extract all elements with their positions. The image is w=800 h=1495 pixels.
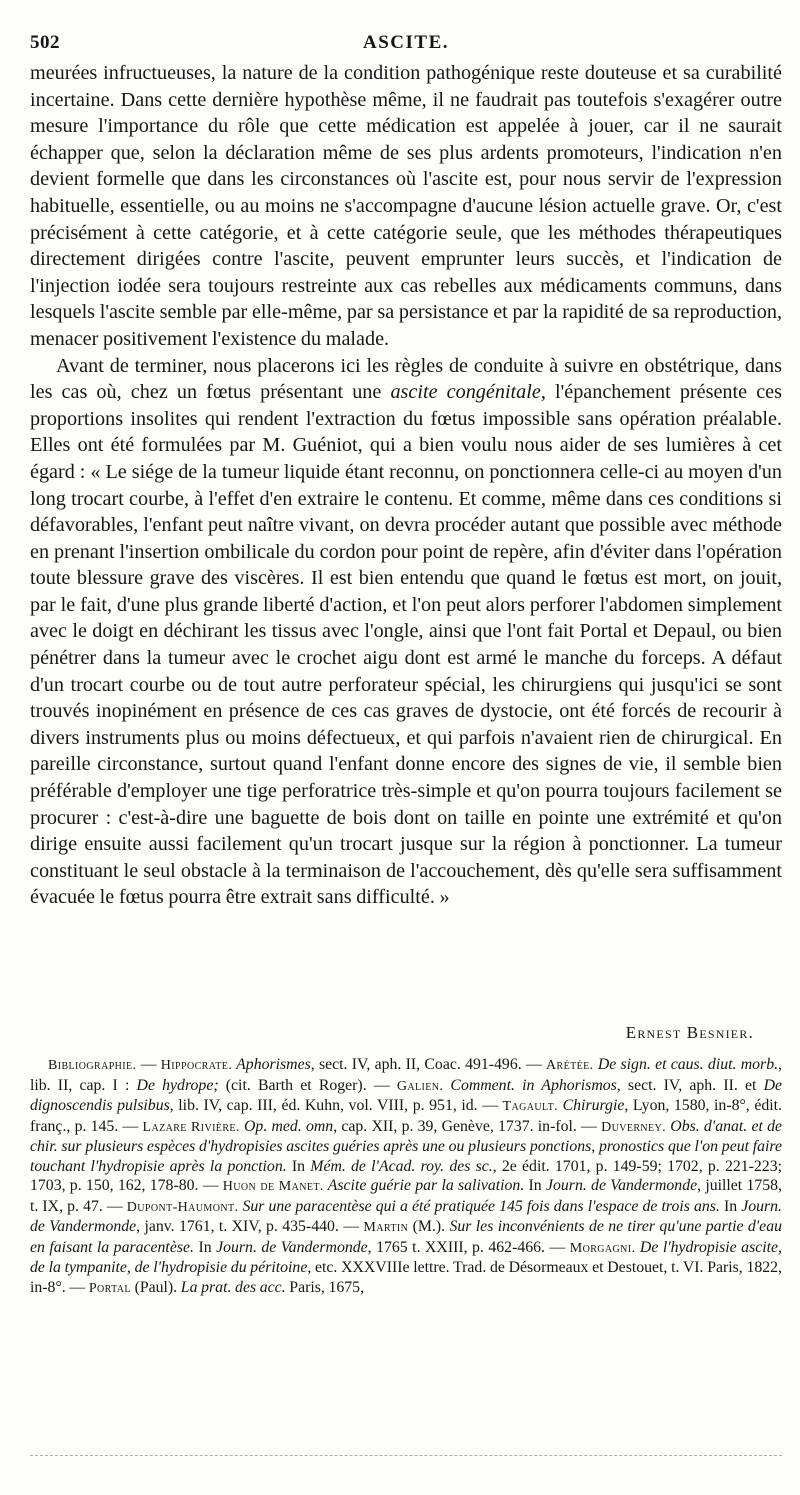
work-title: De dignoscendis pulsibus: [30, 1076, 782, 1114]
citation-text: , etc. XXXVIIIe lettre. Trad. de Désormeaux et Destouet, t. VI. Paris, 1822, in-8°. —: [30, 1259, 782, 1296]
emphasis: ascite congénitale: [390, 381, 541, 404]
page-number: 502: [30, 32, 60, 53]
work-title: Op. med. omn: [239, 1117, 334, 1135]
work-title: Ascite guérie par la salivation.: [323, 1177, 525, 1194]
work-title: Journ. de Vandermonde: [216, 1238, 368, 1256]
work-title: Journ. de Vandermonde: [30, 1197, 783, 1235]
citation-text: In: [524, 1177, 546, 1194]
citation-text: , juillet 1758, t. IX, p. 47. —: [30, 1177, 782, 1215]
citation-text: , cap. XII, p. 39, Genève, 1737. in-fol. —: [333, 1117, 602, 1135]
citation-text: , 2e édit. 1701, p. 149-59; 1702, p. 221-223; 1703, p. 150, 162, 178-80. —: [30, 1157, 782, 1194]
author-name: Galien.: [396, 1078, 444, 1094]
work-title: Sur les inconvénients de ne tirer qu'une partie d'eau en faisant la paracentèse.: [30, 1218, 782, 1256]
citation-text: Paris, 1675,: [285, 1278, 365, 1296]
text-run: , l'épanchement présente ces proportions insolites qui rendent l'extraction du fœtus impossible sans opération préalable. Elles ont été formulées par M. Guéniot, qui a bien voulu nous aider de ses lumières à cet égard : « Le siége de la tumeur liquide étant reconnu, on ponctionnera celle-ci au moyen d'un long trocart courbe, à l'effet d'en extraire le contenu. Et comme, même dans ces conditions si défavorables, l'enfant peut naître vivant, on devra procéder autant que possible avec méthode en prenant l'insertion ombilicale du cordon pour point de repère, afin d'éviter dans l'opération toute blessure grave des viscères. Il est bien entendu que quand le fœtus est mort, on jouit, par le fait, d'une plus grande liberté d'action, et l'on peut alors perforer l'abdomen simplement avec le doigt en déchirant les tissus avec l'ongle, ainsi que l'ont fait Portal et Depaul, ou bien pénétrer dans la tumeur avec le crochet aigu dont est armé le manche du forceps. A défaut d'un trocart courbe ou de tout autre perforateur spécial, les chirurgiens qui jusqu'ici se sont trouvés inopinément en présence de ces cas graves de dystocie, ont été forcés de recourir à divers instruments plus ou moins défectueux, et qui parfois n'avaient rien de chirurgical. En pareille circonstance, surtout quand l'enfant donne encore des signes de vie, il semble bien préférable d'employer une tige perforatrice très-simple et qu'on pourra toujours facilement se procurer : c'est-à-dire une baguette de bois dont on taille en pointe une extrémité et qu'on dirige ensuite aussi facilement qu'un trocart jusque sur la région à ponctionner. La tumeur constituant le seul obstacle à la terminaison de l'accouchement, dès qu'elle sera suffisamment évacuée le fœtus pourra être extrait sans difficulté. »: [30, 381, 782, 909]
paragraph: meurées infructueuses, la nature de la condition pathogénique reste douteuse et sa curabilité incertaine. Dans cette dernière hypothèse même, il ne faudrait pas toutefois s'exagérer outre mesure l'importance du rôle que cette médication est appelée à jouer, car il ne saurait échapper que, selon la déclaration même de ses plus ardents promoteurs, l'indication n'en devient formelle que dans les circonstances où l'ascite est, pour nous servir de l'expression habituelle, essentielle, ou au moins ne s'accompagne d'aucune lésion actuelle grave. Or, c'est précisément à cette catégorie, et à cette catégorie seule, que les méthodes thérapeutiques directement dirigées contre l'ascite, peuvent emprunter leurs succès, et l'indication de l'injection iodée sera toujours restreinte aux cas rebelles aux médicaments communs, dans lesquels l'ascite semble par elle-même, par sa persistance et par la rapidité de sa reproduction, menacer positivement l'existence du malade.: [30, 62, 782, 350]
author-name: Duverney.: [601, 1119, 667, 1135]
bibliography: [30, 1055, 782, 1298]
citation-text: In: [719, 1197, 742, 1215]
page: [30, 0, 782, 1495]
work-title: De hydrope;: [136, 1076, 219, 1094]
author-name: Huon de Manet.: [222, 1179, 324, 1194]
citation-text: In: [193, 1238, 217, 1256]
text-run: Avant de terminer, nous placerons ici les règles de conduite à suivre en obstétrique, dans les cas où, chez un fœtus présentant une: [30, 354, 782, 404]
author-name: Arétée.: [546, 1058, 594, 1073]
work-title: Journ. de Vandermonde: [545, 1177, 698, 1194]
work-title: Obs. d'anat. et de chir. sur plusieurs espèces d'hydropisies ascites guéries après une ou plusieurs ponctions, pronostics que l'on peut faire touchant l'hydropisie après la ponction.: [30, 1117, 782, 1175]
citation-text: , Lyon, 1580, in-8°, édit. franç., p. 145. —: [30, 1097, 782, 1135]
citation-text: (Paul).: [130, 1278, 181, 1296]
citation-text: (cit. Barth et Roger). —: [218, 1076, 397, 1094]
author-name: Hippocrate.: [160, 1058, 233, 1073]
citation-text: , janv. 1761, t. XIV, p. 435-440. —: [136, 1218, 364, 1235]
work-title: Mém. de l'Acad. roy. des sc.: [310, 1157, 493, 1175]
author-name: Morgagni.: [569, 1240, 636, 1256]
author-name: Martin: [363, 1220, 409, 1235]
work-title: De sign. et caus. diut. morb.: [593, 1056, 779, 1073]
bibliography-label: Bibliographie.: [48, 1058, 137, 1073]
author-name: Tagault.: [502, 1099, 559, 1114]
work-title: Sur une paracentèse qui a été pratiquée 145 fois dans l'espace de trois ans.: [238, 1197, 720, 1215]
citation-text: —: [136, 1056, 161, 1073]
bibliography-entries: [30, 1056, 782, 1296]
author-name: Lazare Rivière.: [142, 1119, 240, 1135]
footer-divider: [30, 1455, 782, 1458]
main-text: [30, 60, 782, 911]
author-name: Portal: [88, 1280, 131, 1296]
work-title: Chirurgie: [558, 1097, 625, 1114]
author-name: Dupont-Haumont.: [126, 1199, 239, 1215]
page-header: [30, 32, 782, 56]
running-title: ASCITE.: [363, 32, 449, 53]
citation-text: (M.).: [408, 1218, 450, 1235]
citation-text: , sect. IV, aph. II. et: [616, 1076, 764, 1094]
citation-text: , lib. II, cap. I :: [30, 1056, 782, 1094]
work-title: De l'hydropisie ascite, de la tympanite, de l'hydropisie du péritoine: [30, 1238, 782, 1276]
paragraph: [30, 353, 782, 911]
work-title: Comment. in Aphorismos: [443, 1076, 617, 1094]
citation-text: In: [286, 1157, 311, 1175]
citation-text: , lib. IV, cap. III, éd. Kuhn, vol. VIII, p. 951, id. —: [169, 1097, 503, 1114]
citation-text: , sect. IV, aph. II, Coac. 491-496. —: [310, 1056, 547, 1073]
work-title: La prat. des acc.: [180, 1278, 286, 1296]
citation-text: , 1765 t. XXIII, p. 462-466. —: [367, 1238, 570, 1256]
work-title: Aphorismes: [232, 1056, 311, 1073]
author-signature: Ernest Besnier.: [625, 1023, 754, 1042]
